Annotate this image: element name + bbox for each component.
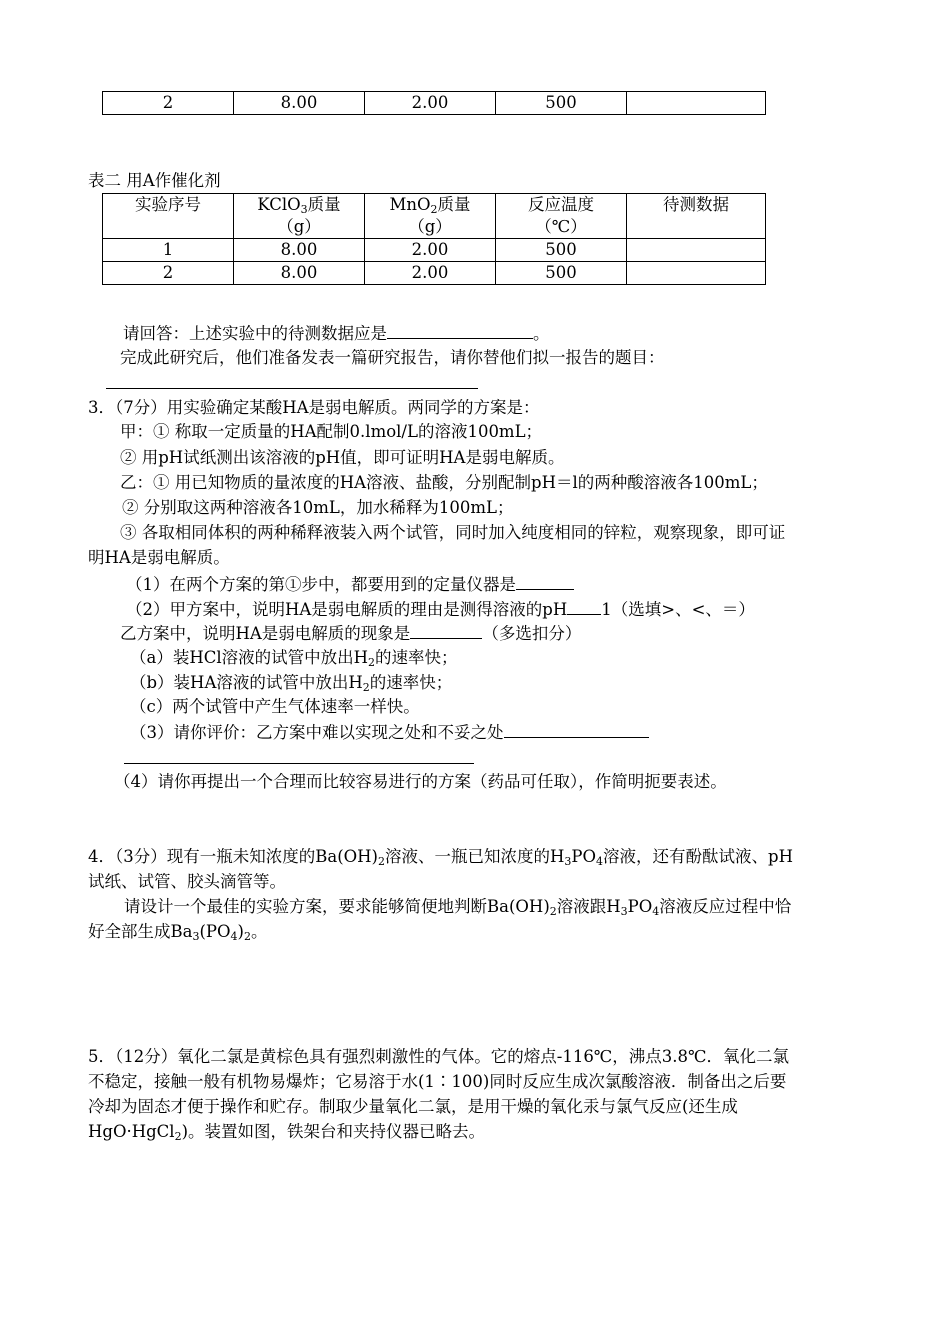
subscript: 2 — [243, 930, 251, 943]
punct: 。 — [533, 324, 550, 343]
q4-text: PO — [627, 897, 653, 916]
header-unit: （g） — [277, 217, 321, 236]
answer-blank-line[interactable] — [106, 388, 478, 389]
q3-part4: （4）请你再提出一个合理而比较容易进行的方案（药品可任取），作简明扼要表述。 — [114, 772, 727, 791]
q4-text: 好全部生成Ba — [88, 922, 193, 941]
q5-text: )。装置如图，铁架台和夹持仪器已略去。 — [181, 1122, 486, 1141]
q3-part2 — [126, 598, 755, 621]
q3-part2-choice: 1（选填>、<、＝） — [601, 600, 755, 619]
header-text: 质量 — [307, 195, 341, 214]
q3-option-a — [130, 647, 458, 669]
q3-part3-text: （3）请你评价：乙方案中难以实现之处和不妥之处 — [130, 723, 504, 742]
subscript: 2 — [549, 905, 557, 918]
report-prompt: 完成此研究后，他们准备发表一篇研究报告，请你替他们拟一报告的题目： — [120, 348, 665, 367]
q3-yi-step1: 乙：① 用已知物质的量浓度的HA溶液、盐酸，分别配制pH＝l的两种酸溶液各100mL； — [120, 473, 768, 492]
q4-line1 — [88, 846, 793, 868]
subscript: 2 — [368, 656, 376, 669]
q5-text: HgO·HgCl — [88, 1122, 175, 1141]
table-row — [103, 262, 766, 285]
q3-part2-yi — [120, 622, 581, 645]
header-text: KClO — [257, 195, 301, 214]
header-text: 反应温度 — [528, 195, 594, 214]
header-cell — [365, 194, 496, 239]
answer-prompt-line — [123, 322, 550, 345]
table2-caption: 表二 用A作催化剂 — [88, 171, 221, 190]
subscript: 3 — [192, 930, 200, 943]
subscript: 4 — [652, 905, 660, 918]
q5-line3: 冷却为固态才便于操作和贮存。制取少量氧化二氯，是用干燥的氧化汞与氯气反应(还生成 — [88, 1097, 738, 1116]
subscript: 3 — [300, 203, 308, 216]
q4-text: PO — [571, 847, 597, 866]
table-cell: 500 — [496, 239, 627, 262]
q4-line4 — [88, 921, 267, 943]
table1-continued — [102, 91, 766, 115]
q4-text: ) — [237, 922, 244, 941]
table-cell: 8.00 — [234, 239, 365, 262]
q4-text: (PO — [199, 922, 231, 941]
subscript: 2 — [430, 203, 438, 216]
q3-option-b — [130, 672, 452, 694]
option-text: 的速率快； — [369, 673, 453, 692]
header-cell — [103, 194, 234, 239]
table2 — [102, 193, 766, 285]
q3-part3 — [130, 721, 649, 744]
q4-text: 溶液、一瓶已知浓度的H — [385, 847, 565, 866]
q3-stem: 3．（7分）用实验确定某酸HA是弱电解质。两同学的方案是： — [88, 398, 540, 417]
q5-line4 — [88, 1121, 485, 1143]
header-text: 质量 — [437, 195, 471, 214]
table-header-row — [103, 194, 766, 239]
header-text: 待测数据 — [663, 195, 729, 214]
table-row — [103, 92, 766, 115]
table-row — [103, 239, 766, 262]
q5-line1: 5．（12分）氧化二氯是黄棕色具有强烈刺激性的气体。它的熔点-116℃，沸点3.8℃．氧化二氯 — [88, 1047, 789, 1066]
q3-jia-step1: 甲：① 称取一定质量的HA配制0.lmol/L的溶液100mL； — [120, 422, 543, 441]
subscript: 2 — [174, 1130, 182, 1143]
q4-text: 溶液反应过程中恰 — [659, 897, 792, 916]
q3-option-c: （c）两个试管中产生气体速率一样快。 — [130, 697, 420, 716]
q3-yi-step3: ③ 各取相同体积的两种稀释液装入两个试管，同时加入纯度相同的锌粒，观察现象，即可证 — [120, 523, 786, 542]
table-cell: 2.00 — [365, 92, 496, 115]
subscript: 2 — [378, 855, 385, 868]
q5-line2: 不稳定，接触一般有机物易爆炸；它易溶于水(1∶100)同时反应生成次氯酸溶液．制备出之后要 — [88, 1072, 787, 1091]
answer-blank-line[interactable] — [124, 763, 474, 764]
header-text: 实验序号 — [135, 195, 201, 214]
header-cell — [234, 194, 365, 239]
q4-text: 4．（3分）现有一瓶未知浓度的Ba(OH) — [88, 847, 378, 866]
subscript: 3 — [620, 905, 628, 918]
table-cell: 8.00 — [234, 262, 365, 285]
q4-text: 。 — [250, 922, 268, 941]
table-cell: 2 — [103, 262, 234, 285]
answer-blank[interactable] — [516, 573, 574, 590]
q3-yi-step3-cont: 明HA是弱电解质。 — [88, 548, 230, 567]
header-cell — [496, 194, 627, 239]
table-cell: 2 — [103, 92, 234, 115]
answer-blank[interactable] — [567, 598, 601, 615]
q3-part1 — [126, 573, 574, 596]
table-cell: 500 — [496, 262, 627, 285]
q4-text: 溶液跟H — [556, 897, 621, 916]
header-text: MnO — [389, 195, 431, 214]
answer-blank[interactable] — [387, 322, 533, 339]
option-text: （a）装HCl溶液的试管中放出H — [130, 648, 369, 667]
header-cell — [627, 194, 766, 239]
table-cell — [627, 239, 766, 262]
option-text: 的速率快； — [375, 648, 458, 667]
table-cell: 2.00 — [365, 262, 496, 285]
table-cell: 500 — [496, 92, 627, 115]
table-cell: 1 — [103, 239, 234, 262]
table-cell — [627, 262, 766, 285]
q4-line3 — [124, 896, 791, 918]
q3-part2-text: （2）甲方案中，说明HA是弱电解质的理由是测得溶液的pH — [126, 600, 568, 619]
subscript: 4 — [596, 855, 604, 868]
q3-part1-text: （1）在两个方案的第①步中，都要用到的定量仪器是 — [126, 575, 516, 594]
q3-yi-step2: ② 分别取这两种溶液各10mL，加水稀释为100mL； — [122, 498, 514, 517]
header-unit: （g） — [408, 217, 452, 236]
subscript: 2 — [362, 681, 370, 694]
table-cell: 2.00 — [365, 239, 496, 262]
q4-text: 溶液，还有酚酞试液、pH — [603, 847, 793, 866]
answer-blank[interactable] — [410, 622, 482, 639]
table-cell — [627, 92, 766, 115]
subscript: 4 — [230, 930, 238, 943]
option-text: （b）装HA溶液的试管中放出H — [130, 673, 363, 692]
header-unit: （℃） — [535, 217, 587, 236]
subscript: 3 — [564, 855, 572, 868]
table-cell: 8.00 — [234, 92, 365, 115]
q4-line2: 试纸、试管、胶头滴管等。 — [88, 872, 286, 891]
q3-jia-step2: ② 用pH试纸测出该溶液的pH值，即可证明HA是弱电解质。 — [120, 448, 565, 467]
q3-part2-yi-text: 乙方案中，说明HA是弱电解质的现象是 — [120, 624, 411, 643]
q4-text: 请设计一个最佳的实验方案，要求能够简便地判断Ba(OH) — [124, 897, 550, 916]
q3-part2-note: （多选扣分） — [482, 624, 582, 643]
answer-blank[interactable] — [504, 721, 649, 738]
answer-prompt: 请回答：上述实验中的待测数据应是 — [123, 324, 387, 343]
